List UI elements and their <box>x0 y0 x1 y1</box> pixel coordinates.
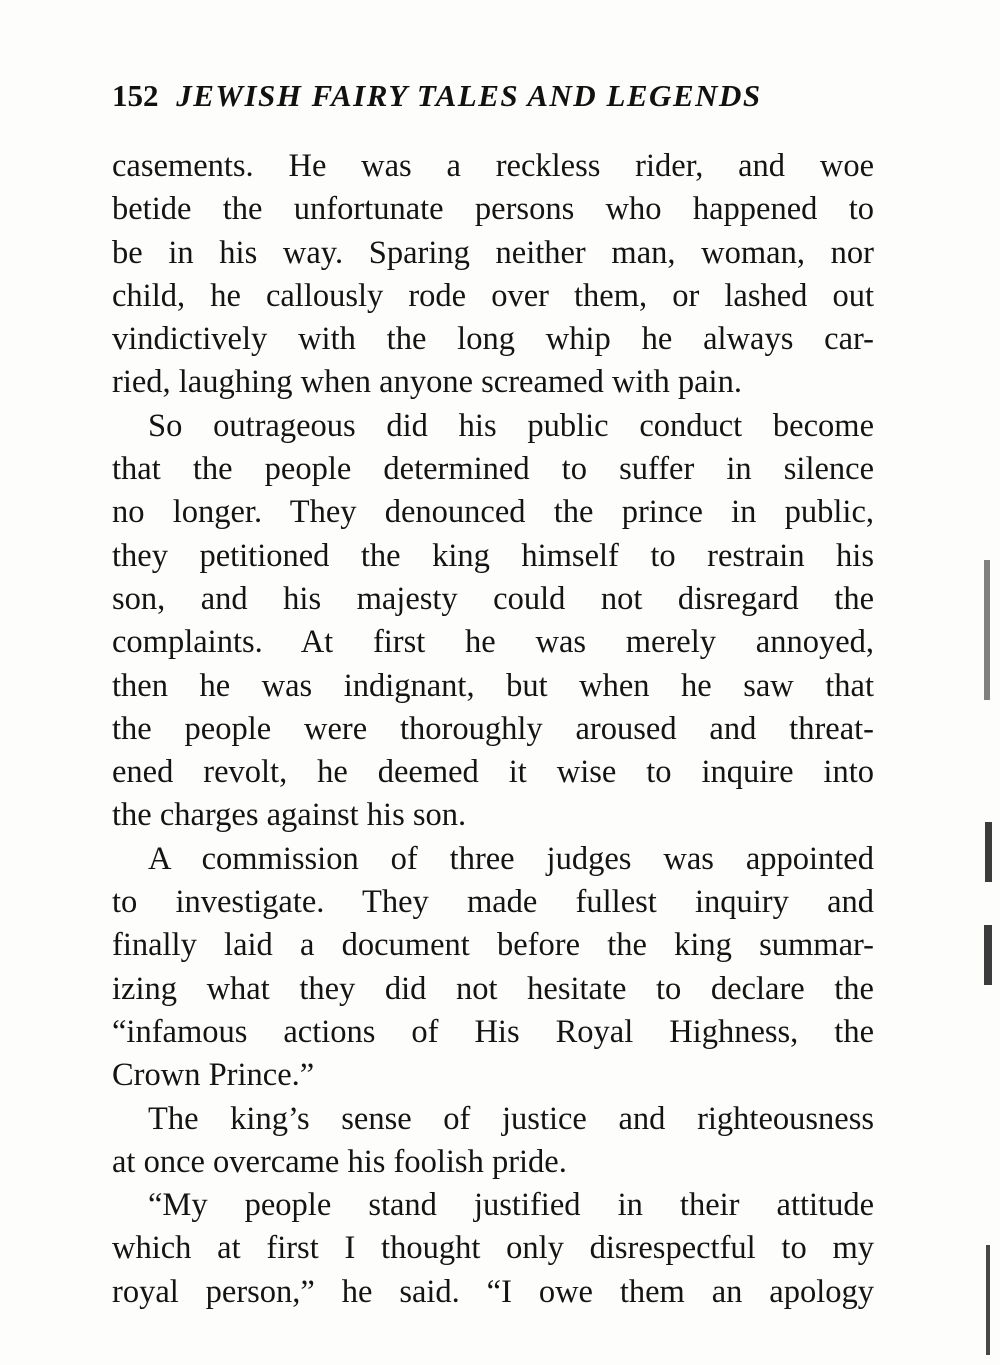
text-line: A commission of three judges was appointed <box>148 840 874 877</box>
text-line: casements. He was a reckless rider, and woe <box>112 148 874 184</box>
text-line: betide the unfortunate persons who happened to <box>112 191 874 228</box>
text-line: “infamous actions of His Royal Highness, the <box>112 1013 874 1050</box>
scan-mark <box>986 1245 990 1355</box>
text-line: finally laid a document before the king summar- <box>112 927 874 964</box>
text-line: the charges against his son. <box>112 797 467 834</box>
text-line: ried, laughing when anyone screamed with pain. <box>112 364 742 401</box>
scan-mark <box>984 560 990 700</box>
text-line: to investigate. They made fullest inquiry and <box>112 884 874 921</box>
running-header <box>112 78 872 114</box>
text-line: royal person,” he said. “I owe them an apology <box>112 1273 874 1310</box>
text-line: ened revolt, he deemed it wise to inquire into <box>112 754 874 791</box>
text-line: izing what they did not hesitate to declare the <box>112 970 874 1007</box>
text-line: they petitioned the king himself to restrain his <box>112 537 874 574</box>
text-line: “My people stand justified in their attitude <box>148 1187 874 1224</box>
text-line: The king’s sense of justice and righteousness <box>148 1100 874 1137</box>
text-line: then he was indignant, but when he saw that <box>112 667 874 704</box>
text-line: So outrageous did his public conduct become <box>148 407 874 444</box>
text-line: at once overcame his foolish pride. <box>112 1143 567 1180</box>
body-text <box>112 145 874 1314</box>
page-number: 152 <box>112 78 159 113</box>
running-title: JEWISH FAIRY TALES AND LEGENDS <box>176 78 762 113</box>
text-line: son, and his majesty could not disregard the <box>112 580 874 617</box>
scan-mark <box>985 822 992 882</box>
text-line: child, he callously rode over them, or lashed out <box>112 277 874 314</box>
text-line: complaints. At first he was merely annoyed, <box>112 624 874 661</box>
text-line: which at first I thought only disrespectful to my <box>112 1230 874 1267</box>
text-line: the people were thoroughly aroused and threat- <box>112 710 874 747</box>
text-line: no longer. They denounced the prince in public, <box>112 494 874 531</box>
scan-mark <box>984 925 992 985</box>
text-line: vindictively with the long whip he always car- <box>112 321 874 358</box>
text-line: Crown Prince.” <box>112 1057 315 1094</box>
text-line: be in his way. Sparing neither man, woman, nor <box>112 234 874 271</box>
text-line: that the people determined to suffer in silence <box>112 451 874 488</box>
